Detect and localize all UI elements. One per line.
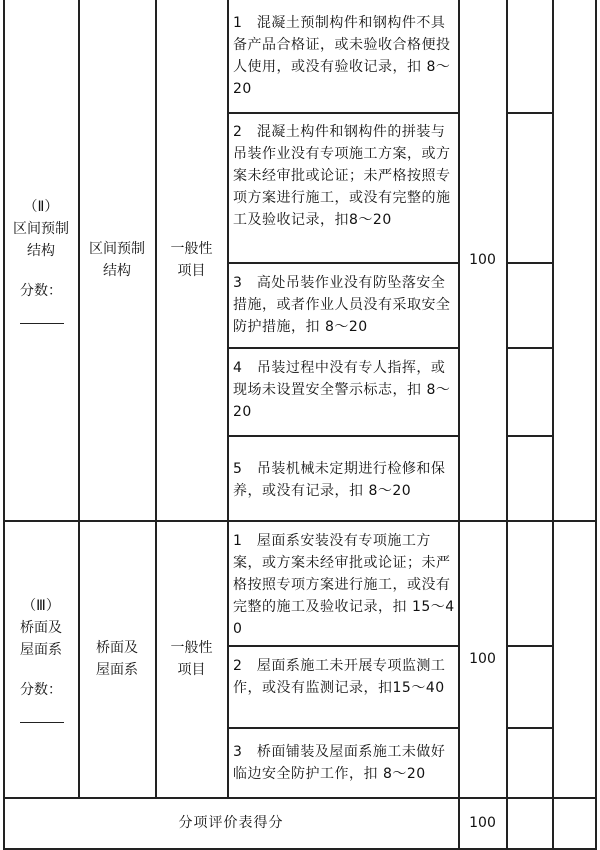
table-border-bottom	[3, 848, 596, 850]
row-divider	[506, 727, 553, 729]
row-divider	[227, 727, 459, 729]
item-name: 区间预制 结构	[89, 241, 145, 279]
score-label: 分数：	[20, 682, 62, 698]
total-score-label: 分项评价表得分	[178, 815, 284, 831]
column-divider	[552, 0, 554, 850]
row-divider	[506, 262, 553, 264]
row-divider	[506, 112, 553, 114]
item-category: 一般性 项目	[170, 241, 213, 279]
criterion-text: 1 屋面系安装没有专项施工方案，或方案未经审批或论证；未严格按照专项方案进行施工，或没有完整的施工及验收记录，扣 15～40	[233, 533, 455, 637]
criterion-text: 2 混凝土构件和钢构件的拼装与吊装作业没有专项施工方案，或方案未经审批或论证；未严格按照专项方案进行施工，或没有完整的施工及验收记录，扣8～20	[233, 124, 451, 228]
item-category: 一般性 项目	[170, 640, 213, 678]
table-border-right	[595, 0, 597, 850]
criterion-text: 1 混凝土预制构件和钢构件不具备产品合格证，或未验收合格便投人使用，或没有验收记录，扣 8～20	[233, 15, 451, 97]
column-divider	[227, 0, 229, 798]
criterion-text: 3 高处吊装作业没有防坠落安全措施，或者作业人员没有采取安全防护措施，扣 8～20	[233, 275, 451, 335]
section-name-cell	[4, 521, 78, 797]
column-divider	[506, 0, 508, 850]
section-name: （Ⅱ） 区间预制 结构	[13, 199, 69, 259]
criterion-text: 2 屋面系施工未开展专项监测工作，或没有监测记录，扣15～40	[233, 658, 446, 696]
score-label: 分数：	[20, 283, 62, 299]
row-divider	[227, 262, 459, 264]
criterion-text: 4 吊装过程中没有专人指挥，或现场未设置安全警示标志，扣 8～20	[233, 360, 451, 420]
criterion-text: 3 桥面铺装及屋面系施工未做好临边安全防护工作，扣 8～20	[233, 744, 446, 782]
row-divider	[227, 347, 459, 349]
criterion-text: 5 吊装机械未定期进行检修和保养，或没有记录，扣 8～20	[233, 461, 446, 499]
total-points-value: 100	[469, 815, 496, 831]
row-divider	[227, 435, 459, 437]
points-value: 100	[469, 252, 496, 268]
section-name: （Ⅲ） 桥面及 屋面系	[20, 598, 62, 658]
score-blank	[20, 307, 64, 324]
row-divider	[506, 645, 553, 647]
row-divider	[506, 435, 553, 437]
item-name: 桥面及 屋面系	[96, 640, 138, 678]
section-name-cell	[4, 0, 78, 520]
points-value: 100	[469, 651, 496, 667]
row-divider	[227, 645, 459, 647]
row-divider	[227, 112, 459, 114]
row-divider	[506, 347, 553, 349]
score-blank	[20, 706, 64, 723]
